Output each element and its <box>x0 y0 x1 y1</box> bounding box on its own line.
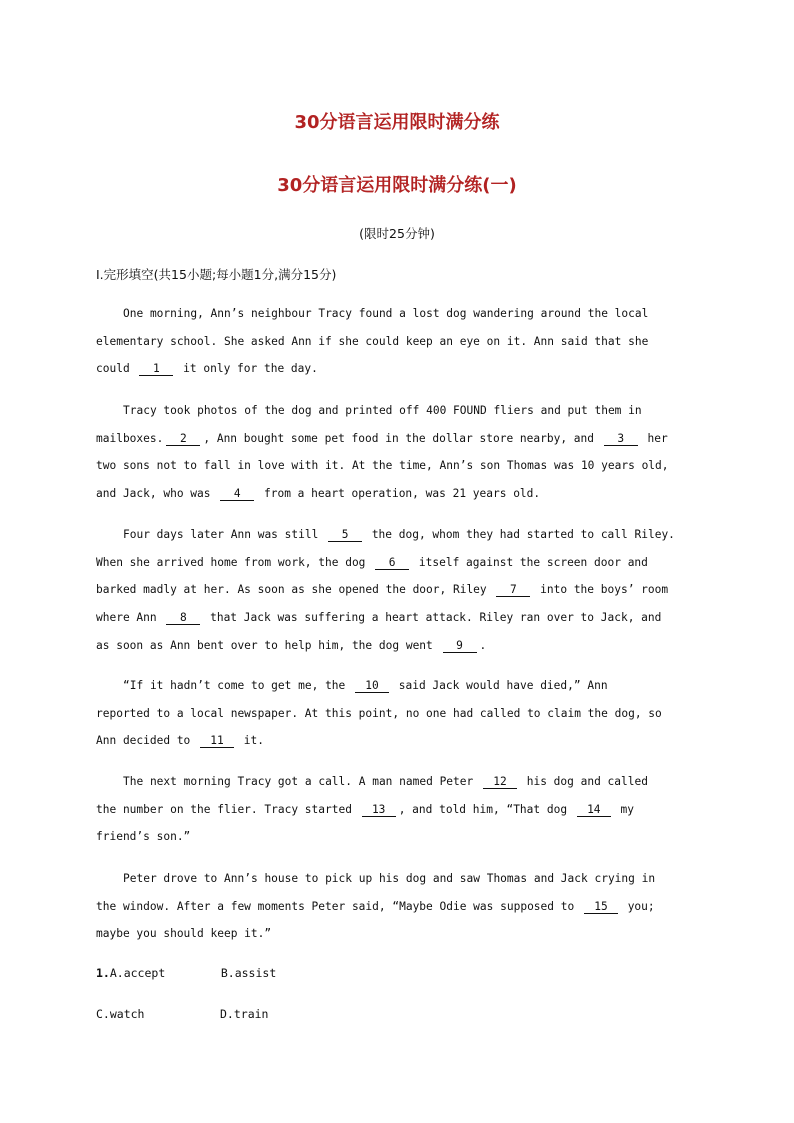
blank-6[interactable]: 6 <box>375 556 409 570</box>
passage-paragraph-1 <box>96 300 708 383</box>
blank-11[interactable]: 11 <box>200 734 234 748</box>
passage-line: Peter drove to Ann’s house to pick up his dog and saw Thomas and Jack crying in <box>123 872 656 885</box>
passage-line: two sons not to fall in love with it. At the time, Ann’s son Thomas was 10 years old, <box>96 459 669 473</box>
passage-line: mailboxes. 2 , Ann bought some pet food in the dollar store nearby, and 3 her <box>96 431 668 445</box>
passage-line: barked madly at her. As soon as she opened the door, Riley 7 into the boys’ room <box>96 583 669 597</box>
blank-7[interactable]: 7 <box>496 583 530 597</box>
blank-2[interactable]: 2 <box>166 432 200 446</box>
blank-12[interactable]: 12 <box>483 775 517 789</box>
passage-line: reported to a local newspaper. At this point, no one had called to claim the dog, so <box>96 706 662 720</box>
passage-paragraph-2 <box>96 397 708 508</box>
blank-14[interactable]: 14 <box>577 803 611 817</box>
passage-line: One morning, Ann’s neighbour Tracy found a lost dog wandering around the local <box>123 307 649 320</box>
passage-line: Tracy took photos of the dog and printed off 400 FOUND fliers and put them in <box>123 404 642 417</box>
option-a[interactable]: A.accept <box>109 966 166 980</box>
blank-13[interactable]: 13 <box>362 803 396 817</box>
passage-line: Four days later Ann was still 5 the dog, whom they had started to call Riley. <box>123 528 675 541</box>
blank-3[interactable]: 3 <box>604 432 638 446</box>
blank-4[interactable]: 4 <box>220 487 254 501</box>
passage-line: When she arrived home from work, the dog 6 itself against the screen door and <box>96 555 648 569</box>
passage-paragraph-6 <box>96 865 708 948</box>
question-number: 1. <box>96 966 110 980</box>
passage-paragraph-5 <box>96 768 708 851</box>
option-c[interactable]: C.watch <box>96 1007 145 1021</box>
blank-1[interactable]: 1 <box>139 362 173 376</box>
passage-line: and Jack, who was 4 from a heart operation, was 21 years old. <box>96 487 541 501</box>
question-1-options-row-1 <box>96 966 276 980</box>
blank-8[interactable]: 8 <box>166 611 200 625</box>
blank-15[interactable]: 15 <box>584 900 618 914</box>
passage-line: the window. After a few moments Peter said, “Maybe Odie was supposed to 15 you; <box>96 899 655 913</box>
passage-line: Ann decided to 11 it. <box>96 734 264 748</box>
time-limit: (限时25分钟) <box>359 226 435 241</box>
passage-line: The next morning Tracy got a call. A man named Peter 12 his dog and called <box>123 775 648 788</box>
option-b[interactable]: B.assist <box>220 966 277 980</box>
passage-line: friend’s son.” <box>96 830 191 844</box>
passage-line: elementary school. She asked Ann if she could keep an eye on it. Ann said that she <box>96 334 649 348</box>
blank-9[interactable]: 9 <box>443 639 477 653</box>
passage-line: maybe you should keep it.” <box>96 927 272 941</box>
exercise-title: 30分语言运用限时满分练(一) <box>277 175 517 196</box>
passage-paragraph-3 <box>96 521 708 660</box>
passage-line: “If it hadn’t come to get me, the 10 said Jack would have died,” Ann <box>123 679 608 692</box>
blank-10[interactable]: 10 <box>355 679 389 693</box>
passage-line: as soon as Ann bent over to help him, the dog went 9 . <box>96 638 487 652</box>
passage-paragraph-4 <box>96 672 708 755</box>
passage-line: could 1 it only for the day. <box>96 362 318 376</box>
blank-5[interactable]: 5 <box>328 528 362 542</box>
passage-line: where Ann 8 that Jack was suffering a heart attack. Riley ran over to Jack, and <box>96 611 662 625</box>
question-1-options-row-2 <box>96 1007 268 1021</box>
section-heading: Ⅰ.完形填空(共15小题;每小题1分,满分15分) <box>96 267 337 282</box>
page-title: 30分语言运用限时满分练 <box>294 112 500 133</box>
passage-line: the number on the flier. Tracy started 13 , and told him, “That dog 14 my <box>96 802 635 816</box>
option-d[interactable]: D.train <box>220 1007 269 1021</box>
